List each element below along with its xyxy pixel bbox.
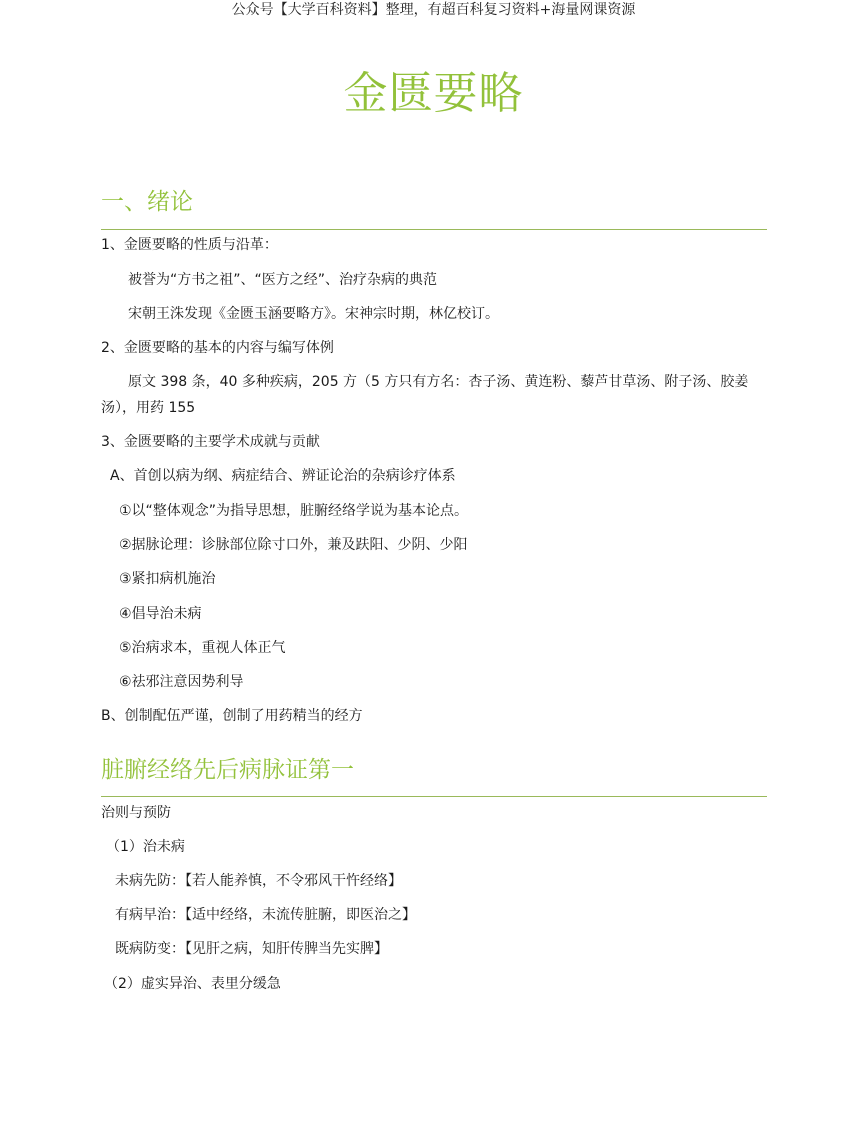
list-item: ⑥祛邪注意因势利导 — [119, 674, 244, 690]
list-item: 未病先防：【若人能养慎，不令邪风干忤经络】 — [115, 873, 402, 889]
item-heading: 治则与预防 — [101, 805, 171, 821]
section-divider — [101, 796, 767, 797]
sub-item-heading: B、创制配伍严谨，创制了用药精当的经方 — [101, 708, 363, 724]
document-title: 金匮要略 — [343, 68, 524, 119]
list-item: 有病早治：【适中经络，未流传脏腑，即医治之】 — [115, 907, 416, 923]
item-heading: 2、金匮要略的基本的内容与编写体例 — [101, 340, 334, 356]
sub-item-heading: A、首创以病为纲、病症结合、辨证论治的杂病诊疗体系 — [110, 468, 456, 484]
text-line: 被誉为“方书之祖”、“医方之经”、治疗杂病的典范 — [128, 272, 438, 288]
item-heading: 3、金匮要略的主要学术成就与贡献 — [101, 434, 320, 450]
list-item: ⑤治病求本，重视人体正气 — [119, 640, 286, 656]
section-heading-chapter-one: 脏腑经络先后病脉证第一 — [101, 757, 354, 783]
list-item: ③紧扣病机施治 — [119, 571, 216, 587]
list-item: ①以“整体观念”为指导思想，脏腑经络学说为基本论点。 — [119, 503, 469, 519]
list-item: 既病防变：【见肝之病，知肝传脾当先实脾】 — [115, 941, 388, 957]
paragraph: 原文 398 条，40 多种疾病，205 方（5 方只有方名：杏子汤、黄连粉、藜芦甘草汤、附子汤、胶姜汤），用药 155 — [101, 374, 749, 416]
header-note: 公众号【大学百科资料】整理，有超百科复习资料+海量网课资源 — [231, 2, 636, 18]
sub-item-heading: （2）虚实异治、表里分缓急 — [104, 976, 281, 992]
list-item: ②据脉论理：诊脉部位除寸口外，兼及趺阳、少阴、少阳 — [119, 537, 468, 553]
section-divider — [101, 229, 767, 230]
item-heading: 1、金匮要略的性质与沿革： — [101, 237, 278, 253]
list-item: ④倡导治未病 — [119, 606, 202, 622]
text-line: 宋朝王洙发现《金匮玉涵要略方》。宋神宗时期，林亿校订。 — [128, 306, 499, 322]
section-heading-introduction: 一、绪论 — [101, 189, 193, 215]
sub-item-heading: （1）治未病 — [106, 839, 185, 855]
